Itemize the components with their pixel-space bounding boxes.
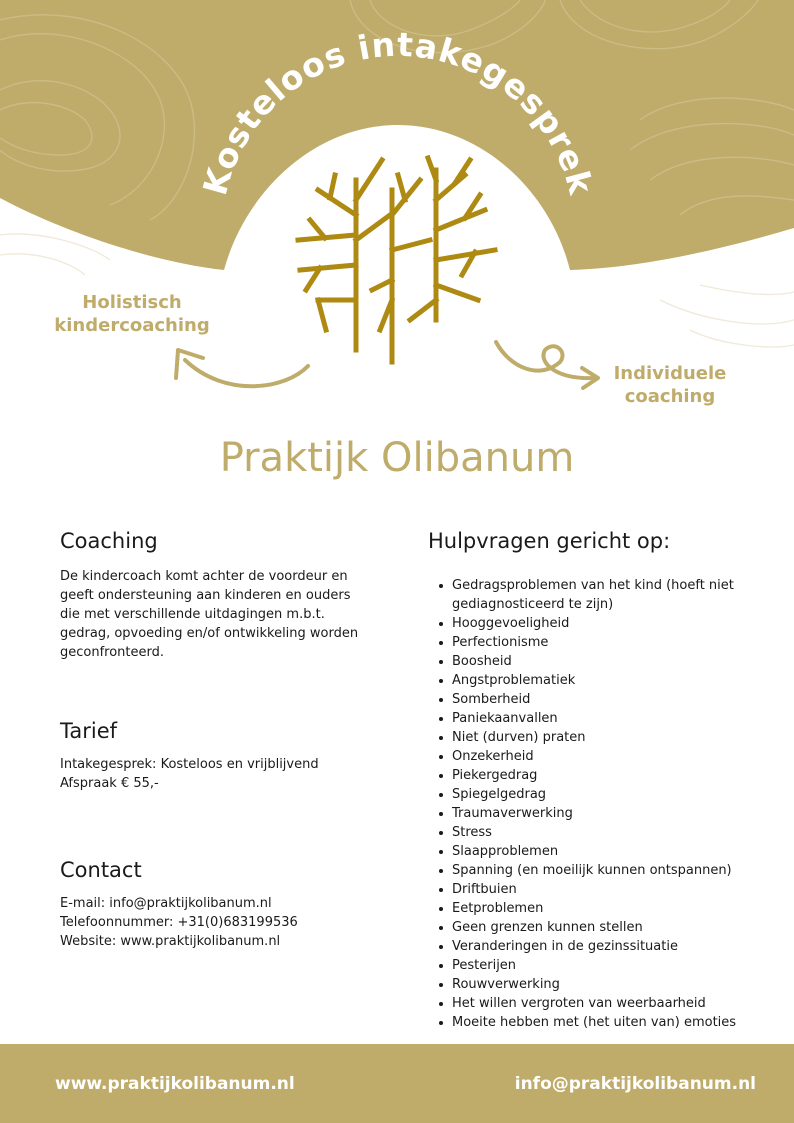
footer-email-link[interactable]: info@praktijkolibanum.nl: [514, 1074, 756, 1094]
list-item: Piekergedrag: [428, 766, 768, 785]
tarief-heading: Tarief: [60, 719, 118, 743]
individual-coaching-label: Individuele coaching: [613, 363, 727, 407]
list-item: Driftbuien: [428, 880, 768, 899]
list-item: Onzekerheid: [428, 747, 768, 766]
header-banner: [0, 0, 794, 420]
list-item: Somberheid: [428, 690, 768, 709]
coaching-section: [60, 526, 360, 662]
list-item: Eetproblemen: [428, 899, 768, 918]
list-item: Traumaverwerking: [428, 804, 768, 823]
footer: [0, 1044, 794, 1123]
list-item: Geen grenzen kunnen stellen: [428, 918, 768, 937]
tarief-line: Intakegesprek: Kosteloos en vrijblijvend: [60, 757, 319, 772]
list-item: Veranderingen in de gezinssituatie: [428, 937, 768, 956]
list-item: Gedragsproblemen van het kind (hoeft niet gediagnosticeerd te zijn): [428, 576, 768, 614]
list-item: Spanning (en moeilijk kunnen ontspannen): [428, 861, 768, 880]
list-item: Stress: [428, 823, 768, 842]
hulpvragen-list: [428, 576, 768, 1032]
list-item: Het willen vergroten van weerbaarheid: [428, 994, 768, 1013]
list-item: Spiegelgedrag: [428, 785, 768, 804]
footer-website-link[interactable]: www.praktijkolibanum.nl: [55, 1074, 295, 1094]
coaching-body: De kindercoach komt achter de voordeur en geeft ondersteuning aan kinderen en ouders die met verschillende uitdagingen m.b.t. gedrag, opvoeding en/of ontwikkeling worden geconfronteerd.: [60, 569, 359, 660]
list-item: Perfectionisme: [428, 633, 768, 652]
list-item: Slaapproblemen: [428, 842, 768, 861]
holistic-coaching-label: Holistisch kindercoaching: [54, 292, 210, 336]
list-item: Rouwverwerking: [428, 975, 768, 994]
hulpvragen-section: [428, 526, 768, 1032]
arc-title: Kosteloos intakegesprek: [195, 24, 601, 200]
header-graphic: [0, 0, 794, 420]
list-item: Moeite hebben met (het uiten van) emoties: [428, 1013, 768, 1032]
contact-email: E-mail: info@praktijkolibanum.nl: [60, 896, 272, 911]
arrow-right-icon: [496, 342, 598, 388]
hulpvragen-heading: Hulpvragen gericht op:: [428, 529, 671, 553]
contact-phone: Telefoonnummer: +31(0)683199536: [60, 915, 298, 930]
list-item: Boosheid: [428, 652, 768, 671]
tarief-section: [60, 716, 360, 793]
tree-icon: [298, 158, 495, 362]
contact-section: [60, 855, 360, 951]
tarief-line: Afspraak € 55,-: [60, 776, 159, 791]
gold-band: [0, 0, 794, 270]
list-item: Angstproblematiek: [428, 671, 768, 690]
page-title: Praktijk Olibanum: [219, 435, 575, 481]
arrow-left-icon: [176, 350, 308, 386]
contact-website: Website: www.praktijkolibanum.nl: [60, 934, 281, 949]
contact-heading: Contact: [60, 858, 142, 882]
list-item: Niet (durven) praten: [428, 728, 768, 747]
coaching-heading: Coaching: [60, 529, 158, 553]
list-item: Paniekaanvallen: [428, 709, 768, 728]
list-item: Pesterijen: [428, 956, 768, 975]
list-item: Hooggevoeligheid: [428, 614, 768, 633]
